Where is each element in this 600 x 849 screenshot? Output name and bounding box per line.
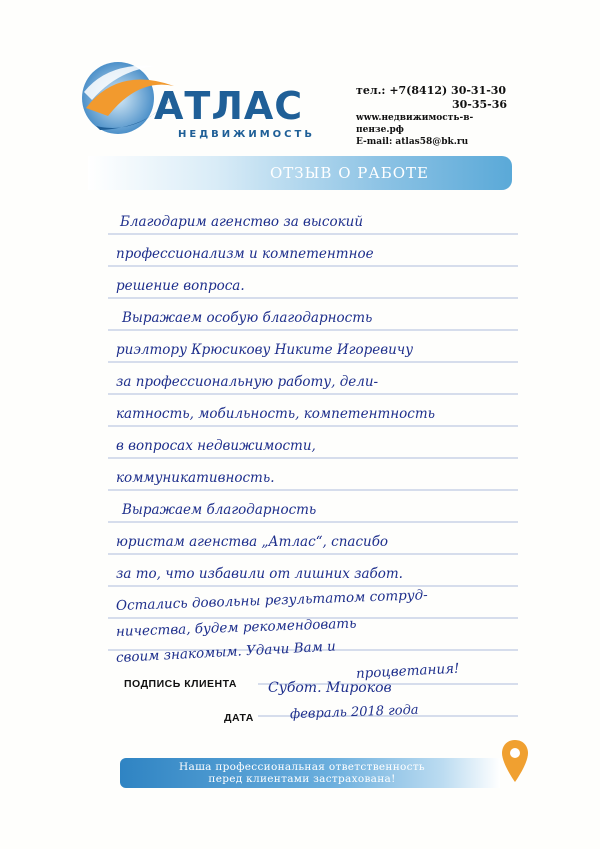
review-line: профессионализм и компетентное bbox=[116, 246, 374, 262]
client-signature: Субот. Мироков bbox=[268, 680, 392, 696]
phone-label: тел.: bbox=[356, 84, 386, 97]
review-line: за профессиональную работу, дели- bbox=[116, 374, 379, 390]
review-line: за то, что избавили от лишних забот. bbox=[116, 566, 403, 582]
footer-line-2: перед клиентами застрахована! bbox=[208, 773, 396, 785]
email-address: E-mail: atlas58@bk.ru bbox=[356, 137, 469, 147]
footer-slogan bbox=[132, 761, 472, 785]
review-line: Благодарим агенство за высокий bbox=[120, 214, 364, 230]
review-line: юристам агенства „Атлас“, спасибо bbox=[116, 534, 389, 550]
website-link: www.недвижимость-в-пензе.рф bbox=[356, 113, 474, 135]
brand-name: АТЛАС bbox=[154, 84, 304, 128]
review-line: Выражаем особую благодарность bbox=[122, 310, 373, 326]
date-label: ДАТА bbox=[224, 712, 254, 724]
phone-number-2: 30-35-36 bbox=[452, 98, 508, 111]
brand-subtitle: НЕДВИЖИМОСТЬ bbox=[178, 129, 315, 140]
review-line: Остались довольны результатом сотруд- bbox=[115, 587, 428, 614]
footer-line-1: Наша профессиональная ответственность bbox=[179, 761, 425, 773]
review-line: катность, мобильность, компетентность bbox=[116, 406, 436, 422]
review-line: решение вопроса. bbox=[116, 278, 245, 294]
location-pin-icon bbox=[500, 738, 530, 788]
page-title: ОТЗЫВ О РАБОТЕ bbox=[270, 164, 429, 182]
contacts-block bbox=[356, 84, 516, 148]
review-line: Выражаем благодарность bbox=[122, 502, 317, 518]
review-line: в вопросах недвижимости, bbox=[116, 438, 316, 454]
review-line: риэлтору Крюсикову Никите Игоревичу bbox=[116, 342, 414, 358]
review-line: своим знакомым. Удачи Вам и bbox=[115, 638, 337, 666]
date-value: февраль 2018 года bbox=[289, 702, 419, 723]
phone-line bbox=[356, 84, 516, 98]
review-line: коммуникативность. bbox=[116, 470, 275, 486]
review-line: ничества, будем рекомендовать bbox=[115, 615, 357, 640]
phone-number-1: +7(8412) 30-31-30 bbox=[389, 84, 507, 97]
signature-label: ПОДПИСЬ КЛИЕНТА bbox=[124, 678, 237, 690]
review-line: процветания! bbox=[355, 660, 460, 682]
